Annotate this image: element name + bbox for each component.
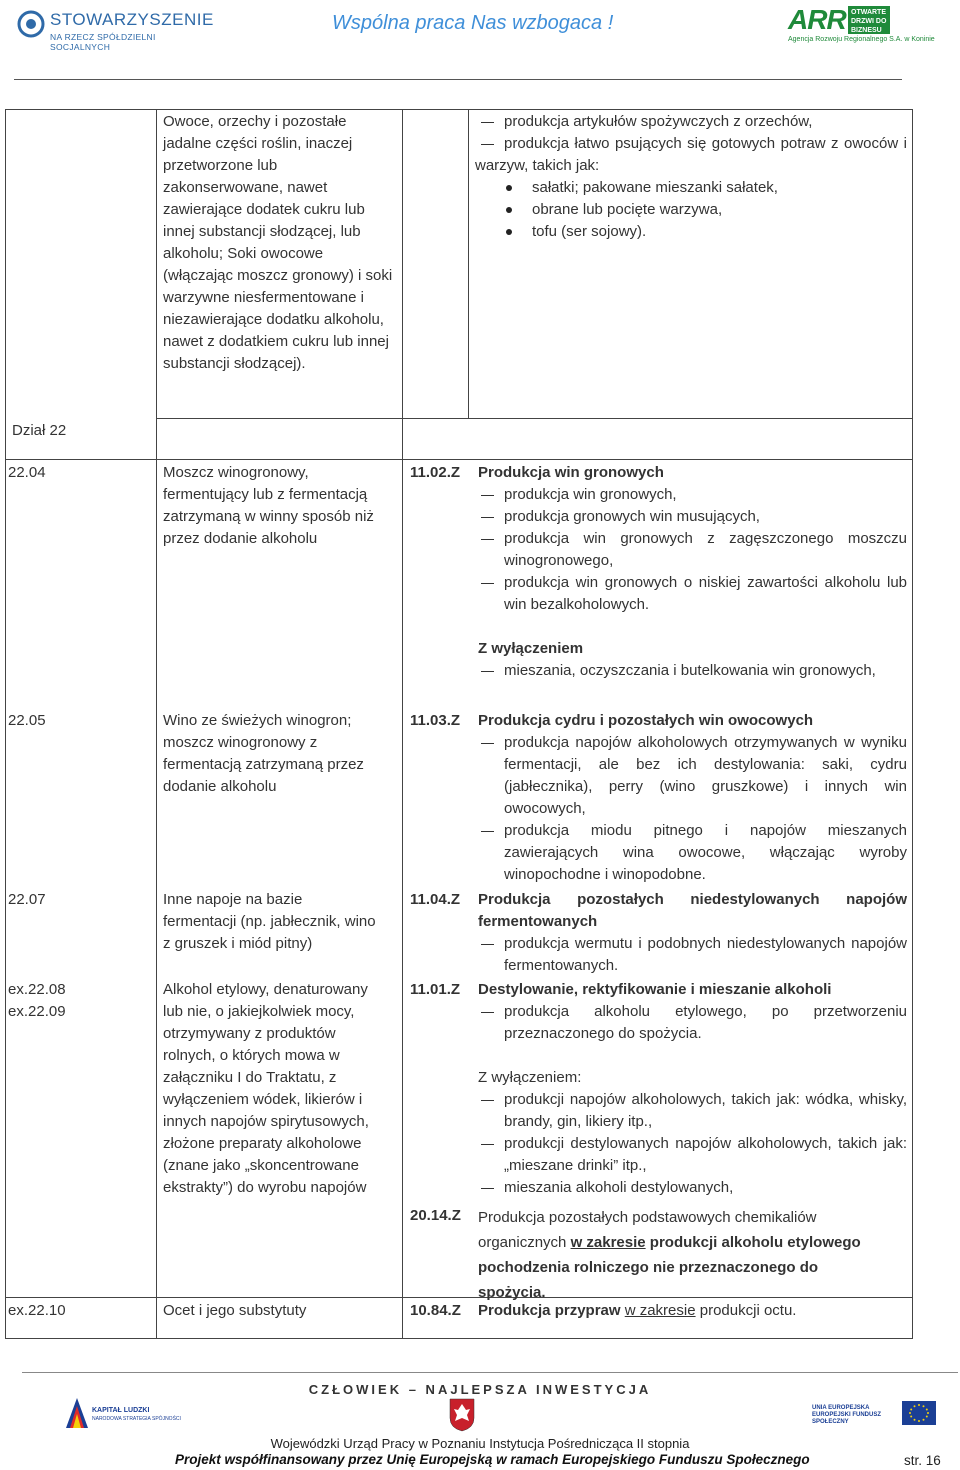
arr-logo-text: ARR xyxy=(788,4,846,35)
row5-code xyxy=(8,979,66,1023)
row3-heading: Produkcja cydru i pozostałych win owocowych xyxy=(478,712,814,729)
row6-text xyxy=(478,1300,908,1322)
row3-pkd: 11.03.Z xyxy=(410,712,461,729)
row5-code-line1: ex.22.08 xyxy=(8,981,66,998)
eu-logo-line2: EUROPEJSKI FUNDUSZ SPOŁECZNY xyxy=(812,1412,882,1425)
row6-text-c: produkcji octu. xyxy=(699,1302,797,1319)
list-item: produkcji napojów alkoholowych, takich jak: wódka, whisky, brandy, gin, likiery itp., xyxy=(475,1089,907,1133)
kapital-ludzki-sub: NARODOWA STRATEGIA SPÓJNOŚCI xyxy=(92,1416,181,1422)
row5-pkd2: 20.14.Z xyxy=(410,1207,461,1224)
page-number: str. 16 xyxy=(904,1453,941,1468)
row1-activities xyxy=(475,111,907,243)
eu-logo-text xyxy=(812,1405,892,1426)
row4-activities xyxy=(478,889,907,977)
row6-text-a: Produkcja przypraw xyxy=(478,1302,621,1319)
row2-description: Moszcz winogronowy, fermentujący lub z fermentacją zatrzymaną w winny sposób niż przez dodanie alkoholu xyxy=(163,464,374,547)
row5-heading: Destylowanie, rektyfikowanie i mieszanie alkoholi xyxy=(478,981,832,998)
list-item: mieszania alkoholi destylowanych, xyxy=(475,1177,907,1199)
row5-pkd: 11.01.Z xyxy=(410,981,461,998)
bullet-item: obrane lub pocięte warzywa, xyxy=(475,199,907,221)
arr-logo xyxy=(784,2,954,50)
header-divider xyxy=(14,79,902,80)
list-item: produkcji destylowanych napojów alkoholowych, takich jak: „mieszane drinki” itp., xyxy=(475,1133,907,1177)
row1-code: Dział 22 xyxy=(12,422,67,439)
row5-pkd2-text xyxy=(478,1205,888,1305)
row6-code: ex.22.10 xyxy=(8,1302,66,1319)
row5-description: Alkohol etylowy, denaturowany lub nie, o jakiejkolwiek mocy, otrzymywany z produktów rolnych, o których mowa w załączniku I do Traktatu, z wyłączeniem wódek, likierów i innych napojów spirytusowych, złożone preparaty alkoholowe (znane jako „skoncentrowane ekstrakty”) do wyrobu napojów xyxy=(163,981,369,1196)
row2-activities xyxy=(478,462,907,682)
list-item: produkcja win gronowych z zagęszczonego moszczu winogronowego, xyxy=(475,528,907,572)
list-item: produkcja miodu pitnego i napojów mieszanych zawierających wina owocowe, włączając wyroby winopochodne i winopodobne. xyxy=(475,820,907,886)
row4-description: Inne napoje na bazie fermentacji (np. jabłecznik, wino z gruszek i miód pitny) xyxy=(163,891,376,952)
footer-divider xyxy=(22,1372,958,1373)
row1-description: Owoce, orzechy i pozostałe jadalne części roślin, inaczej przetworzone lub zakonserwowane, nawet zawierające dodatek cukru lub innej substancji słodzącej, lub alkoholu; Soki owocowe (włączając moszcz gronowy) i soki warzywne niesfermentowane i niezawierające dodatku alkoholu, nawet z dodatkiem cukru lub innej substancji słodzącej). xyxy=(163,113,393,372)
kapital-ludzki-logo xyxy=(66,1398,181,1430)
arr-agency-name: Agencja Rozwoju Regionalnego S.A. w Koninie xyxy=(788,36,935,43)
pkd2-text-b: w zakresie xyxy=(570,1234,646,1251)
row2-exclusion-heading: Z wyłączeniem xyxy=(478,640,584,657)
list-item: produkcja gronowych win musujących, xyxy=(475,506,907,528)
list-item: produkcja wermutu i podobnych niedestylowanych napojów fermentowanych. xyxy=(475,933,907,977)
row3-code: 22.05 xyxy=(8,712,46,729)
arr-logo-box xyxy=(848,6,890,34)
bullet-item: sałatki; pakowane mieszanki sałatek, xyxy=(475,177,907,199)
footer-institution: Wojewódzki Urząd Pracy w Poznaniu Instytucja Pośrednicząca II stopnia xyxy=(270,1436,690,1451)
row5-exclusion-heading: Z wyłączeniem: xyxy=(478,1069,582,1086)
list-item: produkcja win gronowych o niskiej zawartości alkoholu lub win bezalkoholowych. xyxy=(475,572,907,616)
row6-pkd: 10.84.Z xyxy=(410,1302,461,1319)
list-item: produkcja łatwo psujących się gotowych potraw z owoców i warzyw, takich jak: xyxy=(475,133,907,177)
header-slogan: Wspólna praca Nas wzbogaca ! xyxy=(332,12,614,34)
arr-box-text: OTWARTE DRZWI DO BIZNESU xyxy=(851,9,887,34)
bullet-item: tofu (ser sojowy). xyxy=(475,221,907,243)
row6-text-b: w zakresie xyxy=(624,1302,696,1319)
footer-motto: CZŁOWIEK – NAJLEPSZA INWESTYCJA xyxy=(308,1382,652,1397)
row4-heading: Produkcja pozostałych niedestylowanych napojów fermentowanych xyxy=(478,891,907,930)
list-item: produkcja win gronowych, xyxy=(475,484,907,506)
list-item: mieszania, oczyszczania i butelkowania win gronowych, xyxy=(475,660,907,682)
footer-funding: Projekt współfinansowany przez Unię Europejską w ramach Europejskiego Funduszu Społecznego xyxy=(175,1452,810,1467)
row2-heading: Produkcja win gronowych xyxy=(478,464,664,481)
eu-logo-line1: UNIA EUROPEJSKA xyxy=(812,1405,870,1411)
pkd2-text-a: Produkcja pozostałych podstawowych chemikaliów organicznych xyxy=(478,1209,817,1251)
kapital-ludzki-icon xyxy=(66,1398,88,1428)
stowarzyszenie-logo xyxy=(14,6,214,52)
row4-pkd: 11.04.Z xyxy=(410,891,461,908)
row5-code-line2: ex.22.09 xyxy=(8,1003,66,1020)
list-item: produkcja alkoholu etylowego, po przetworzeniu przeznaczonego do spożycia. xyxy=(475,1001,907,1045)
row5-activities xyxy=(478,979,907,1199)
logo-subtitle: NA RZECZ SPÓŁDZIELNI SOCJALNYCH xyxy=(50,32,156,52)
eu-logo xyxy=(812,1396,942,1428)
row3-activities xyxy=(478,710,907,886)
pkd2-text-c: produkcji alkoholu etylowego pochodzenia rolniczego nie przeznaczonego do spożycia. xyxy=(478,1234,861,1301)
kapital-ludzki-text: KAPITAŁ LUDZKI xyxy=(92,1407,150,1414)
eu-flag-icon xyxy=(902,1401,936,1425)
row2-pkd: 11.02.Z xyxy=(410,464,461,481)
logo-title: STOWARZYSZENIE xyxy=(50,10,214,29)
list-item: produkcja artykułów spożywczych z orzechów, xyxy=(475,111,907,133)
circle-logo-icon xyxy=(16,9,46,39)
coat-of-arms-icon xyxy=(449,1398,475,1432)
list-item: produkcja napojów alkoholowych otrzymywanych w wyniku fermentacji, ale bez ich destylowania: saki, cydru (jabłecznika), perry (wino gruszkowe) i innych win owocowych, xyxy=(475,732,907,820)
row4-code: 22.07 xyxy=(8,891,46,908)
row6-description: Ocet i jego substytuty xyxy=(163,1302,307,1319)
row3-description: Wino ze świeżych winogron; moszcz winogronowy z fermentacją zatrzymaną przez dodanie alkoholu xyxy=(163,712,364,795)
row2-code: 22.04 xyxy=(8,464,46,481)
